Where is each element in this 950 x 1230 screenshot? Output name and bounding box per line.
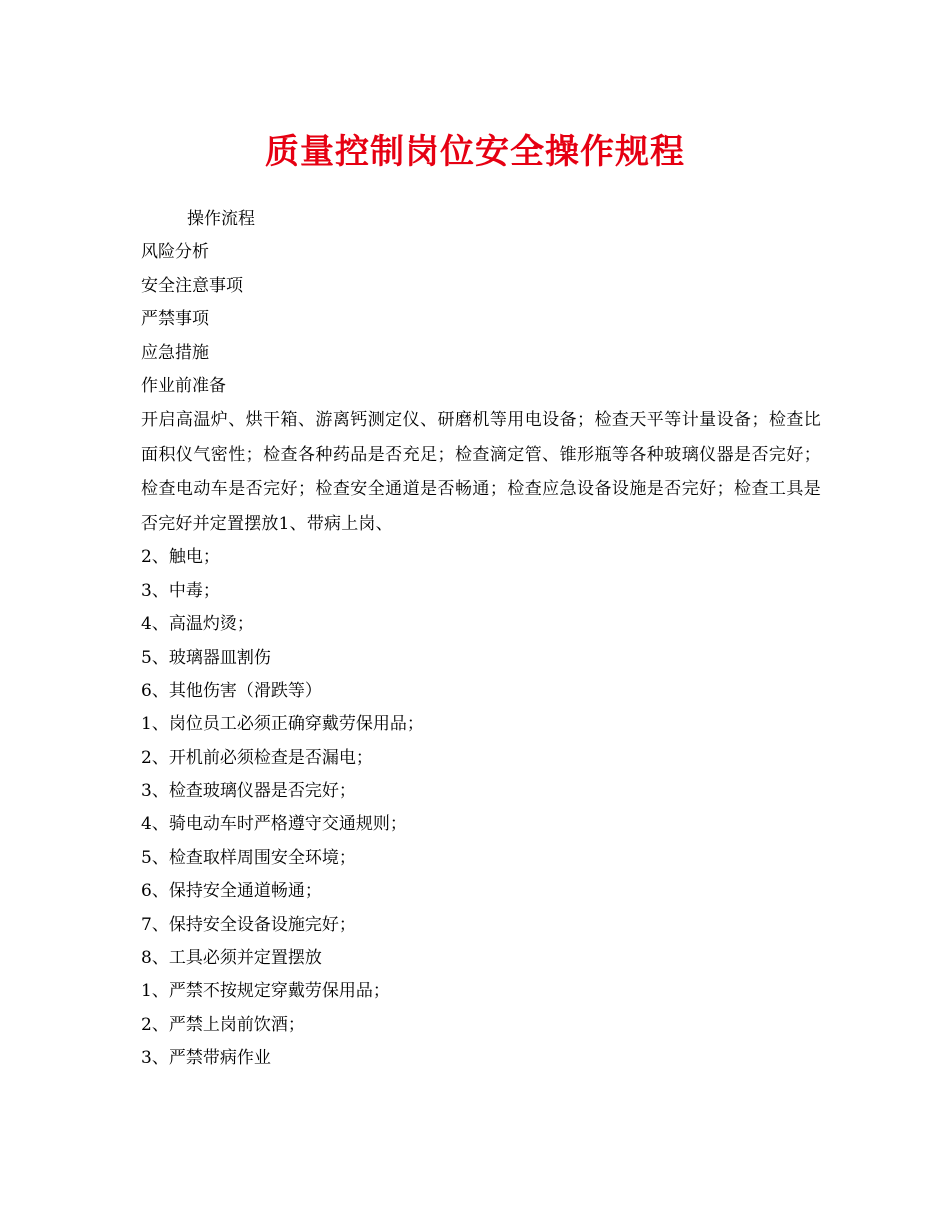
risk-item: 5、玻璃器皿割伤 <box>141 647 271 668</box>
heading-safety-notes: 安全注意事项 <box>141 275 243 296</box>
precaution-item: 2、开机前必须检查是否漏电； <box>141 747 373 768</box>
precaution-item: 3、检查玻璃仪器是否完好； <box>141 781 356 802</box>
document-body <box>141 203 821 1076</box>
risk-item: 2、触电； <box>141 547 220 568</box>
prohibition-item: 1、严禁不按规定穿戴劳保用品； <box>141 981 390 1002</box>
prohibition-item: 2、严禁上岗前饮酒； <box>141 1014 305 1035</box>
risk-item: 4、高温灼烫； <box>141 614 254 635</box>
risk-item: 6、其他伤害（滑跌等） <box>141 680 322 701</box>
prohibition-item: 3、严禁带病作业 <box>141 1048 271 1069</box>
heading-operation-flow: 操作流程 <box>187 209 255 229</box>
precaution-item: 6、保持安全通道畅通； <box>141 881 322 902</box>
precaution-item: 5、检查取样周围安全环境； <box>141 847 356 868</box>
preparation-paragraph: 开启高温炉、烘干箱、游离钙测定仪、研磨机等用电设备；检查天平等计量设备；检查比面积仪气密性；检查各种药品是否充足；检查滴定管、锥形瓶等各种玻璃仪器是否完好；检查电动车是否完好；检查安全通道是否畅通；检查应急设备设施是否完好；检查工具是否完好并定置摆放1、带病上岗、 <box>141 410 821 534</box>
precaution-item: 1、岗位员工必须正确穿戴劳保用品； <box>141 714 424 735</box>
precaution-item: 4、骑电动车时严格遵守交通规则； <box>141 814 407 835</box>
heading-risk-analysis: 风险分析 <box>141 242 209 263</box>
heading-prohibitions: 严禁事项 <box>141 309 209 330</box>
precaution-item: 7、保持安全设备设施完好； <box>141 914 356 935</box>
heading-emergency-measures: 应急措施 <box>141 342 209 363</box>
document-title: 质量控制岗位安全操作规程 <box>265 132 685 172</box>
risk-item: 3、中毒； <box>141 580 220 601</box>
precaution-item: 8、工具必须并定置摆放 <box>141 948 322 969</box>
heading-pre-work-preparation: 作业前准备 <box>141 375 226 396</box>
